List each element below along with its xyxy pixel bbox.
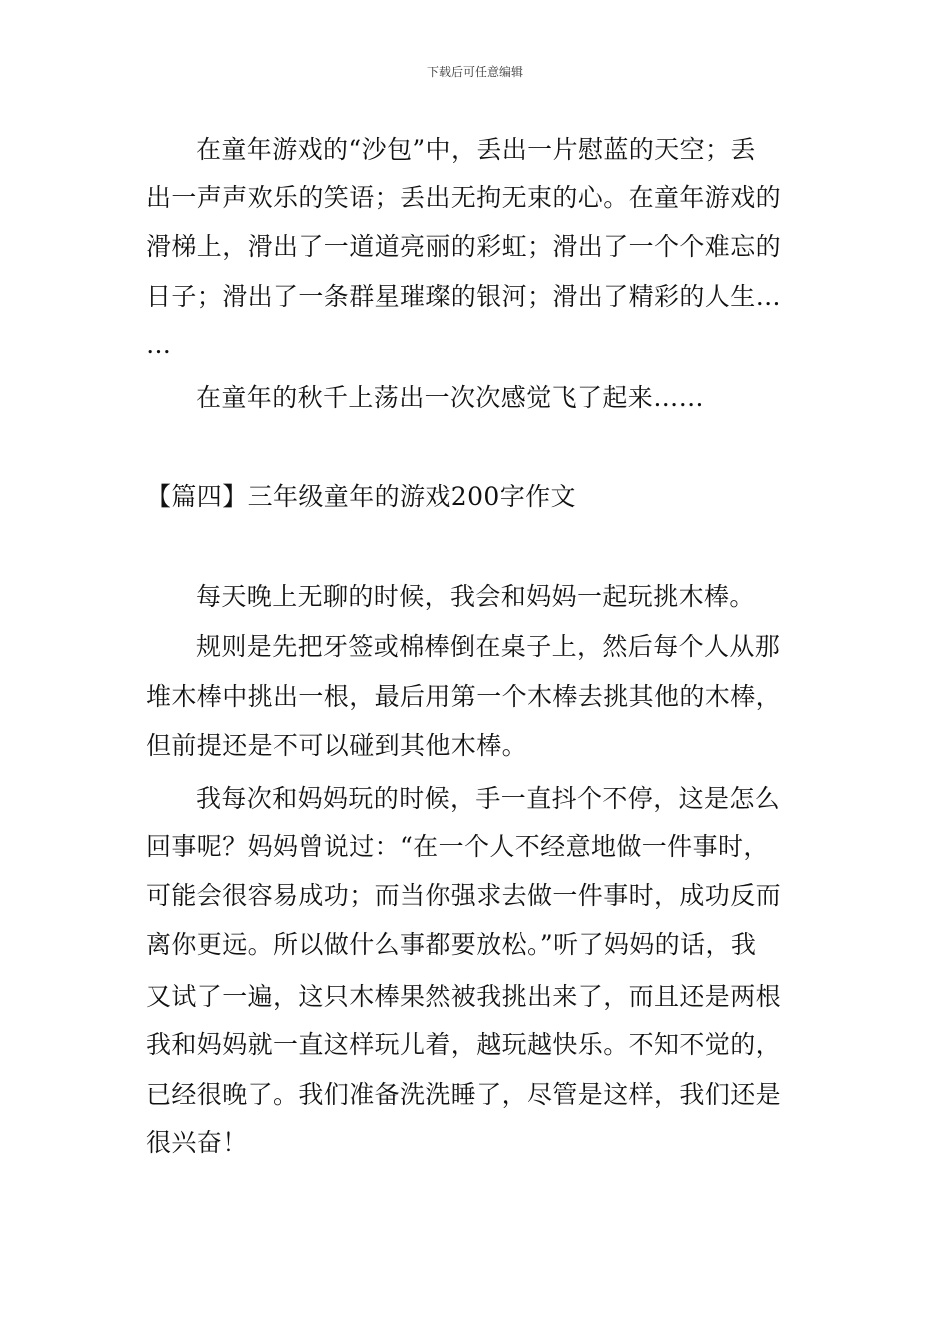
paragraph-line: 在童年的秋千上荡出一次次感觉飞了起来……	[196, 383, 705, 412]
paragraph-line: 但前提还是不可以碰到其他木棒。	[146, 731, 528, 760]
paragraph-line: 在童年游戏的“沙包”中，丢出一片慰蓝的天空；丢	[196, 135, 756, 164]
paragraph-line: 可能会很容易成功；而当你强求去做一件事时，成功反而	[146, 881, 782, 910]
page-header: 下载后可任意编辑	[426, 65, 523, 79]
paragraph-line: 堆木棒中挑出一根，最后用第一个木棒去挑其他的木棒，	[146, 682, 782, 711]
paragraph-line: 滑梯上，滑出了一道道亮丽的彩虹；滑出了一个个难忘的	[146, 232, 782, 261]
paragraph-line: 又试了一遍，这只木棒果然被我挑出来了，而且还是两根	[146, 982, 782, 1011]
paragraph-line: 出一声声欢乐的笑语；丢出无拘无束的心。在童年游戏的	[146, 183, 782, 212]
paragraph-line: 日子；滑出了一条群星璀璨的银河；滑出了精彩的人生…	[146, 282, 782, 311]
paragraph-line: 我和妈妈就一直这样玩儿着，越玩越快乐。不知不觉的，	[146, 1030, 782, 1059]
section-heading: 【篇四】三年级童年的游戏200字作文	[146, 482, 576, 511]
paragraph-line: 离你更远。所以做什么事都要放松。”听了妈妈的话，我	[146, 930, 757, 959]
paragraph-line: 规则是先把牙签或棉棒倒在桌子上，然后每个人从那	[196, 632, 781, 661]
paragraph-line: 我每次和妈妈玩的时候，手一直抖个不停，这是怎么	[196, 784, 781, 813]
paragraph-line: …	[146, 330, 172, 359]
paragraph-line: 很兴奋！	[146, 1128, 248, 1157]
paragraph-line: 回事呢？妈妈曾说过：“在一个人不经意地做一件事时，	[146, 832, 769, 861]
paragraph-line: 每天晚上无聊的时候，我会和妈妈一起玩挑木棒。	[196, 582, 755, 611]
paragraph-line: 已经很晚了。我们准备洗洗睡了，尽管是这样，我们还是	[146, 1080, 782, 1109]
